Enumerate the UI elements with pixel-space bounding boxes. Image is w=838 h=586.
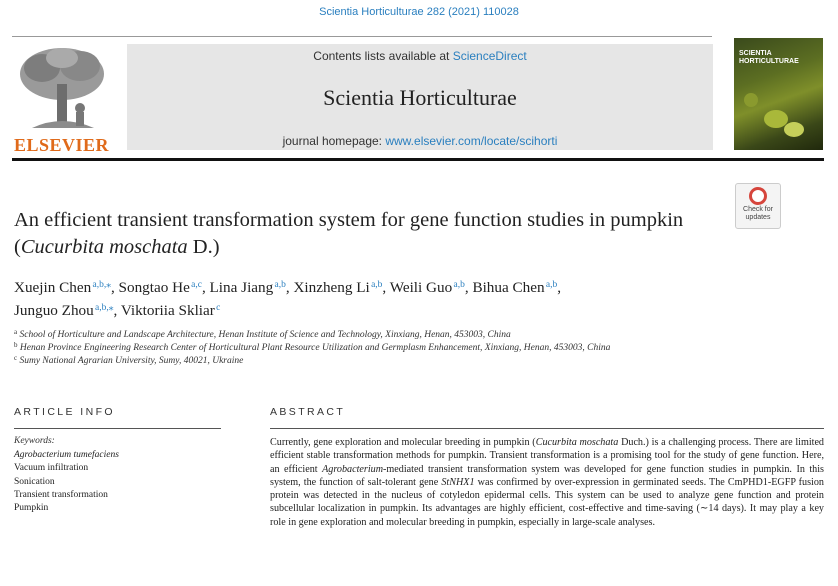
abstract-rule bbox=[270, 428, 824, 429]
abstract-italic-term: Agrobacterium bbox=[322, 463, 384, 475]
affiliation-list bbox=[14, 329, 814, 368]
affiliation-text: Henan Province Engineering Research Center of Horticultural Plant Resource Utilization and Germplasm Enhancement, Xinxiang, Henan, 453003, China bbox=[19, 343, 611, 353]
author-name[interactable]: Junguo Zhou bbox=[14, 302, 94, 319]
author-affil-marker[interactable]: a,c bbox=[191, 280, 202, 290]
affiliation-key: b bbox=[14, 341, 18, 349]
author-affil-marker[interactable]: a,b bbox=[274, 280, 286, 290]
cover-fruit-shape bbox=[784, 122, 804, 137]
keywords-label: Keywords: bbox=[14, 436, 55, 446]
check-for-updates-button[interactable] bbox=[735, 183, 781, 229]
article-title bbox=[14, 207, 714, 261]
title-species: Cucurbita moschata bbox=[20, 236, 188, 258]
sciencedirect-link[interactable]: ScienceDirect bbox=[452, 49, 527, 63]
author-affil-marker[interactable]: a,b bbox=[453, 280, 465, 290]
journal-masthead bbox=[127, 44, 713, 150]
check-updates-label-1: Check for bbox=[743, 206, 773, 213]
header-bottom-rule bbox=[12, 158, 824, 161]
abstract-text: was confirmed by over-expression in germinated seeds. The CmPHD1-EGFP fusion protein was detected in the nucleus of cotyledon epidermal cells. This system can be used to analyze gene function and protein subcellular localization in pumpkin. Its advantages are highly efficient, cost-effective and time-saving (∼14 days). It may play a key role in gene exploration and molecular breeding in pumpkin, especially in large-scale analyses. bbox=[270, 476, 824, 528]
citation-link[interactable]: Scientia Horticulturae 282 (2021) 110028 bbox=[319, 6, 519, 18]
author-name[interactable]: Lina Jiang bbox=[209, 279, 274, 296]
contents-line bbox=[127, 49, 713, 63]
author-name[interactable]: Weili Guo bbox=[389, 279, 453, 296]
homepage-link[interactable]: www.elsevier.com/locate/scihorti bbox=[385, 134, 558, 148]
elsevier-tree-icon bbox=[12, 44, 112, 134]
keyword-item[interactable]: Pumpkin bbox=[14, 503, 49, 514]
title-part-2: D.) bbox=[187, 236, 220, 258]
homepage-line bbox=[127, 134, 713, 148]
cover-title: SCIENTIA HORTICULTURAE bbox=[739, 50, 799, 65]
abstract-text: Duch.) is a challenging process. There are limited efficient stable transformation methods for pumpkin. Transient transformation is a promising tool for the study of gene function. Here, an efficient bbox=[270, 437, 824, 475]
keyword-list bbox=[14, 449, 119, 515]
keyword-item[interactable]: Agrobacterium tumefaciens bbox=[14, 450, 119, 460]
abstract-text: -mediated transient transformation system was developed for gene function studies in pumpkin. In this system, the function of salt-tolerant gene bbox=[270, 463, 824, 488]
author-name[interactable]: Xinzheng Li bbox=[293, 279, 370, 296]
title-part-1: An efficient transient transformation system for gene function studies in pumpkin ( bbox=[14, 209, 684, 258]
publisher-wordmark: ELSEVIER bbox=[14, 135, 110, 155]
affiliation-key: c bbox=[14, 354, 18, 362]
author-list: Xuejin Chen $^{a,b,⁎}$, Songtao He $^{a,c}$, Lina Jiang $^{a,b}$, Xinzheng Li $^{a,b}$, Weili Guo $^{a,b}$, Bihua Chen $^{a,b}$, Junguo Zhou $^{a,b,⁎}$, Viktoriia Skliar $^c$ bbox=[14, 279, 561, 319]
abstract-body bbox=[270, 436, 824, 529]
journal-cover-image[interactable] bbox=[734, 38, 823, 150]
affiliation-text: School of Horticulture and Landscape Architecture, Henan Institute of Science and Technology, Xinxiang, Henan, 453003, China bbox=[19, 330, 511, 340]
author-affil-marker[interactable]: a,b,⁎ bbox=[92, 280, 111, 290]
author-name[interactable]: Songtao He bbox=[118, 279, 190, 296]
author-affil-marker[interactable]: a,b,⁎ bbox=[95, 303, 114, 313]
journal-title[interactable]: Scientia Horticulturae bbox=[323, 85, 517, 110]
cover-fruit-shape bbox=[744, 93, 758, 107]
affiliation-item bbox=[14, 329, 814, 342]
contents-prefix: Contents lists available at bbox=[313, 49, 453, 63]
keyword-item[interactable]: Vacuum infiltration bbox=[14, 463, 89, 474]
affiliation-item bbox=[14, 342, 814, 355]
author-affil-marker[interactable]: a,b bbox=[545, 280, 558, 290]
article-info-heading: ARTICLE INFO bbox=[14, 406, 115, 418]
author-name[interactable]: Bihua Chen bbox=[472, 279, 545, 296]
header-top-rule bbox=[12, 36, 712, 37]
check-for-updates-icon bbox=[749, 187, 767, 205]
keyword-item[interactable]: Sonication bbox=[14, 476, 55, 487]
check-updates-label-2: updates bbox=[745, 214, 771, 221]
author-name[interactable]: Viktoriia Skliar bbox=[120, 302, 215, 319]
abstract-text: Currently, gene exploration and molecular breeding in pumpkin ( bbox=[270, 437, 536, 448]
article-info-rule bbox=[14, 428, 221, 429]
affiliation-key: a bbox=[14, 328, 18, 336]
author-name[interactable]: Xuejin Chen bbox=[14, 279, 92, 296]
affiliation-text: Sumy National Agrarian University, Sumy, 40021, Ukraine bbox=[19, 356, 244, 366]
affiliation-item bbox=[14, 355, 814, 368]
author-affil-marker[interactable]: a,b bbox=[371, 280, 383, 290]
abstract-italic-term: Cucurbita moschata bbox=[535, 437, 619, 448]
abstract-italic-term: StNHX1 bbox=[441, 476, 475, 488]
keyword-item[interactable]: Transient transformation bbox=[14, 489, 108, 500]
homepage-prefix: journal homepage: bbox=[282, 134, 386, 148]
author-affil-marker[interactable]: c bbox=[216, 303, 221, 313]
abstract-heading: ABSTRACT bbox=[270, 406, 346, 418]
